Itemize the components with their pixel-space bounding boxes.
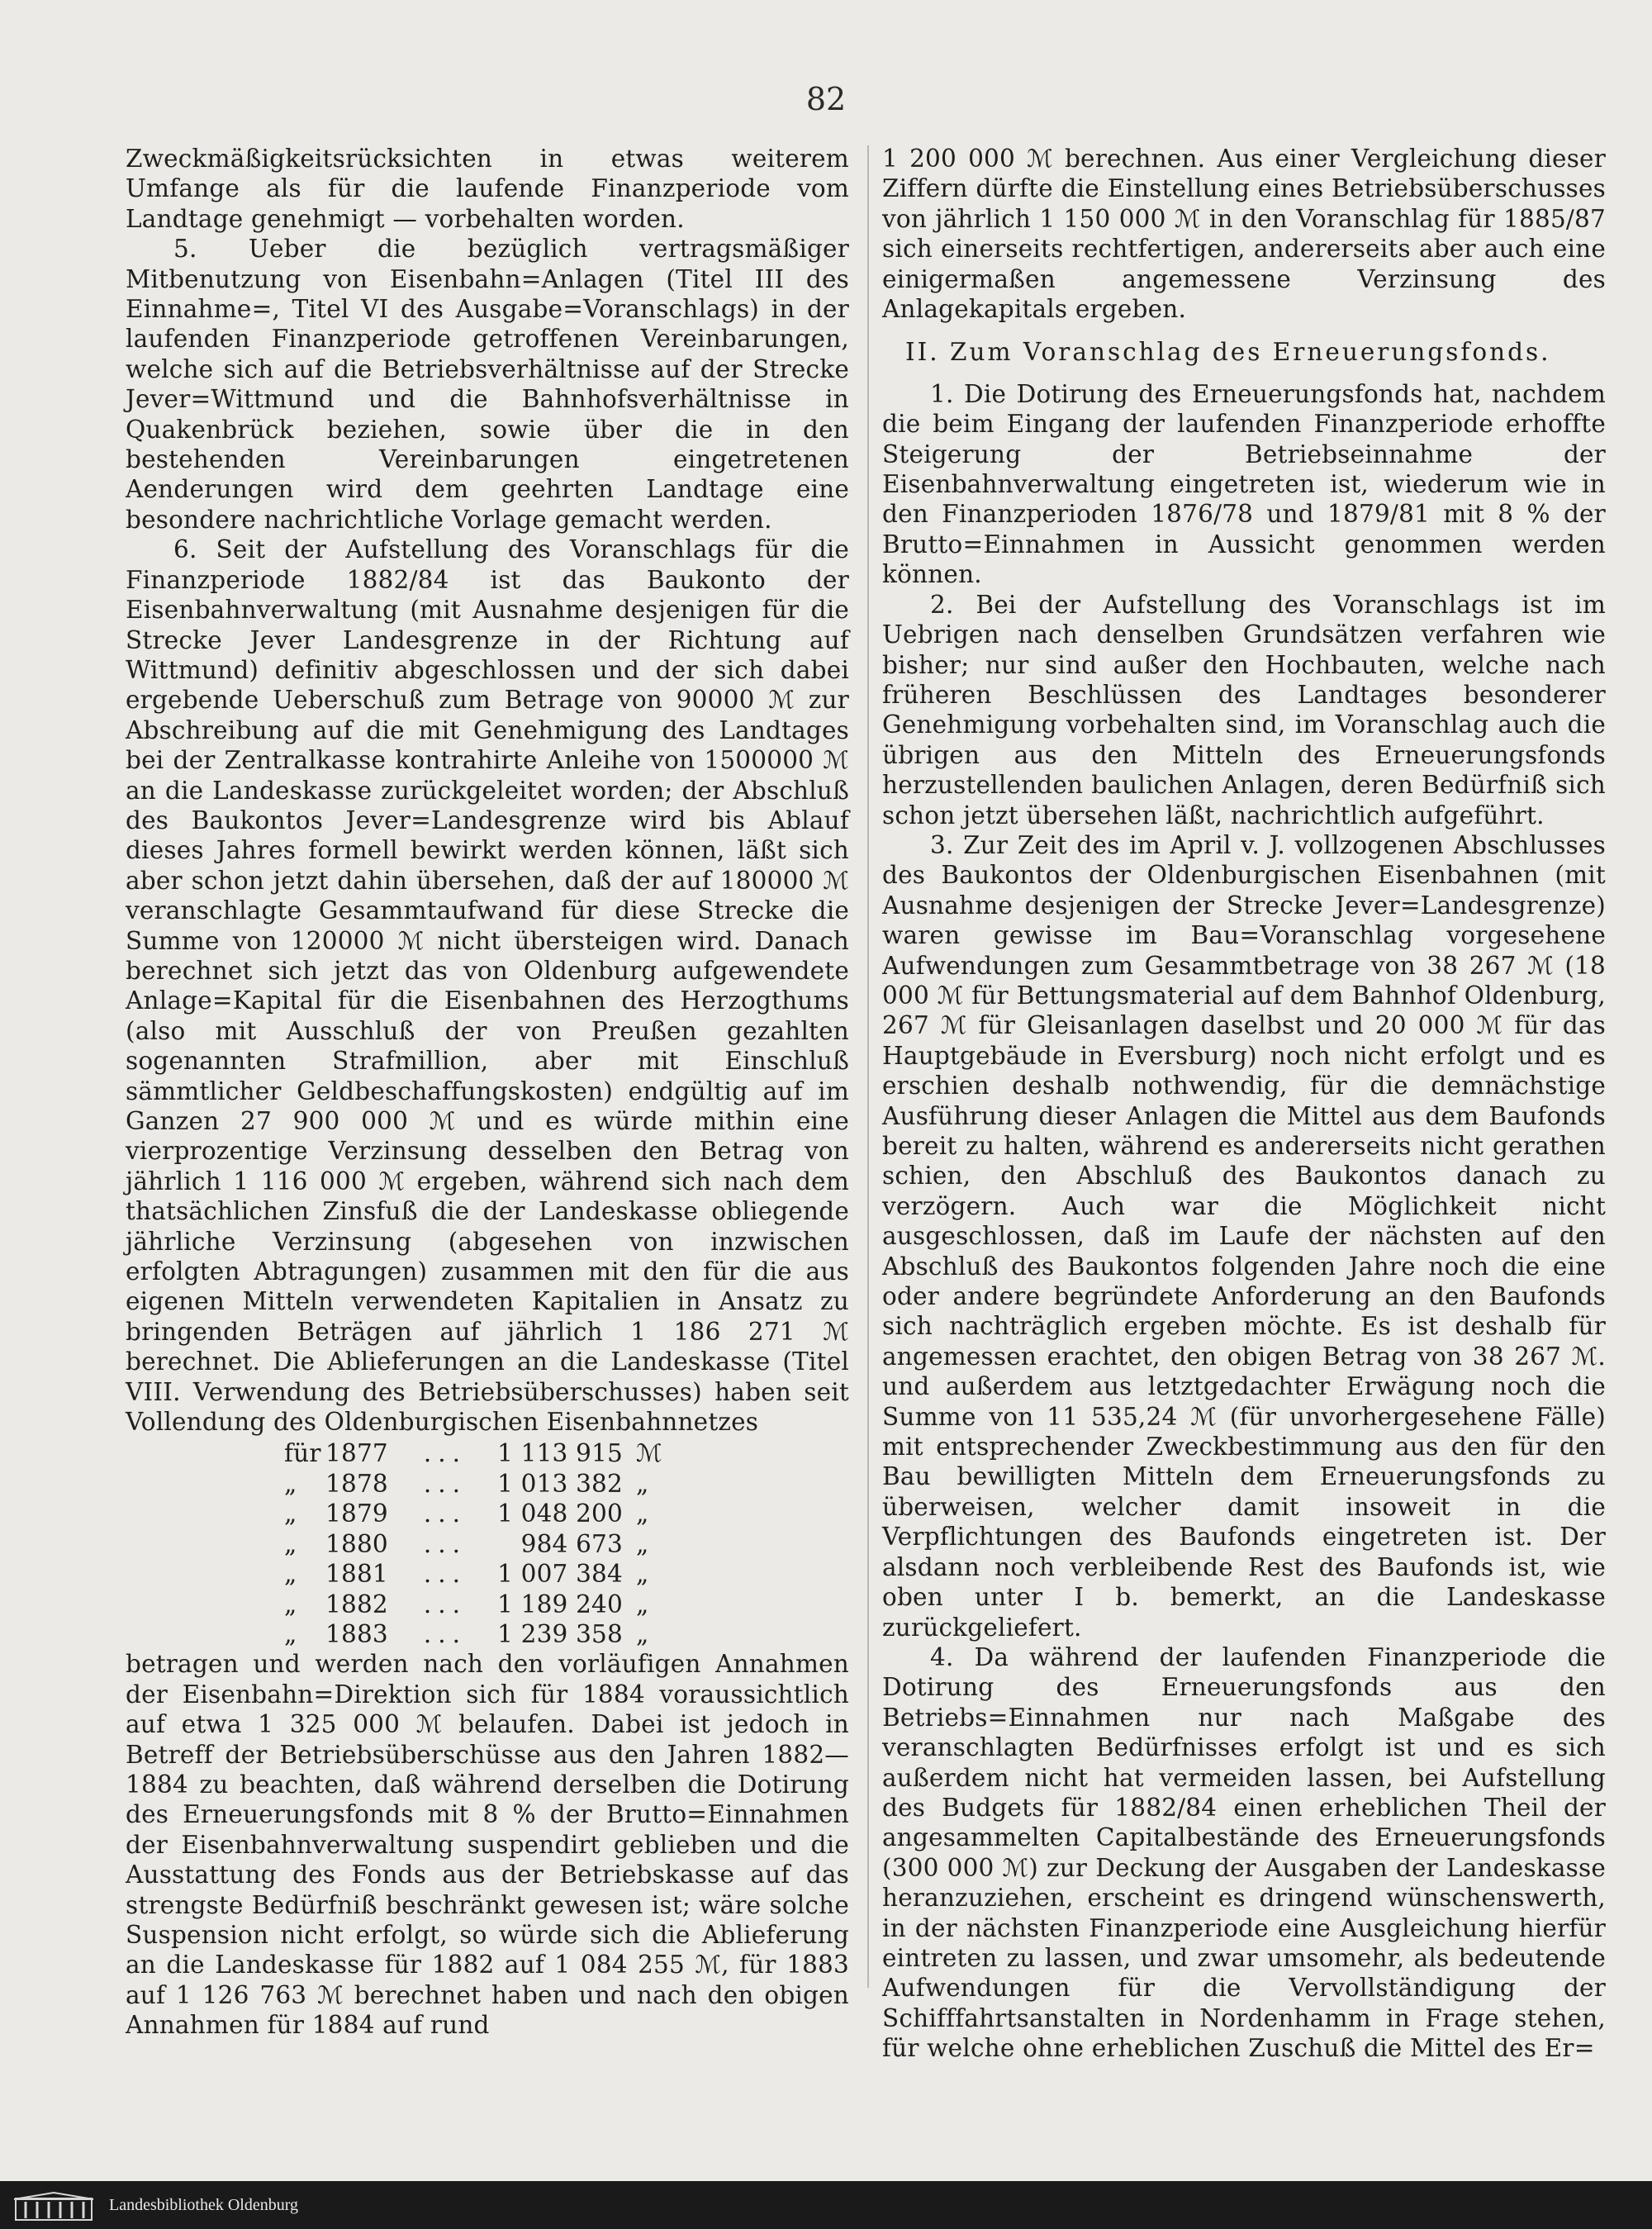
ledger-value: 1 048 200 <box>497 1499 623 1528</box>
ledger-row <box>284 1590 694 1619</box>
paragraph: 5. Ueber die bezüglich vertragsmäßiger Mitbenutzung von Eisenbahn=Anlagen (Titel III des Einnahme=, Titel VI des Ausgabe=Voranschlags) in der laufenden Finanzperiode getroffenen Vereinbarungen, welche sich auf die Betriebsverhältnisse auf der Strecke Jever=Wittmund und die Bahnhofsverhältnisse in Quakenbrück beziehen, sowie über die in den bestehenden Vereinbarungen eingetretenen Aenderungen wird dem geehrten Landtage eine besondere nachrichtliche Vorlage gemacht werden. <box>126 235 849 534</box>
ledger-year: 1882 <box>325 1590 388 1618</box>
ledger-row <box>284 1619 694 1649</box>
ledger-prefix: „ <box>284 1619 297 1648</box>
ledger-dots: ... <box>423 1439 468 1468</box>
library-footer-bar <box>0 2181 1652 2229</box>
library-name: Landesbibliothek Oldenburg <box>109 2195 299 2214</box>
paragraph: 6. Seit der Aufstellung des Voranschlags für die Finanzperiode 1882/84 ist das Baukonto der Eisenbahnverwaltung (mit Ausnahme desjenigen für die Strecke Jever Landesgrenze in der Richtung auf Wittmund) definitiv abgeschlossen und der sich dabei ergebende Ueberschuß zum Betrage von 90000 ℳ zur Abschreibung auf die mit Genehmigung des Landtages bei der Zentralkasse kontrahirte Anleihe von 1500000 ℳ an die Landeskasse zurückgeleitet worden; der Abschluß des Baukontos Jever=Landesgrenze wird bis Ablauf dieses Jahres formell bewirkt werden können, läßt sich aber schon jetzt dahin übersehen, daß der auf 180000 ℳ veranschlagte Gesammtaufwand für diese Strecke die Summe von 120000 ℳ nicht übersteigen wird. Danach berechnet sich jetzt das von Oldenburg aufgewendete Anlage=Kapital für die Eisenbahnen des Herzogthums (also mit Ausschluß der von Preußen gezahlten sogenannten Strafmillion, aber mit Einschluß sämmtlicher Geldbeschaffungskosten) endgültig auf im Ganzen 27 900 000 ℳ und es würde mithin eine vierprozentige Verzinsung desselben den Betrag von jährlich 1 116 000 ℳ ergeben, während sich nach dem thatsächlichen Zinsfuß die der Landeskasse obliegende jährliche Verzinsung (abgesehen von inzwischen erfolgten Abtragungen) zusammen mit den für die aus eigenen Mitteln verwendeten Kapitalien in Ansatz zu bringenden Beträgen auf jährlich 1 186 271 ℳ berechnet. Die Ablieferungen an die Landeskasse (Titel VIII. Verwendung des Betriebsüberschusses) haben seit Vollendung des Oldenburgischen Eisenbahnnetzes <box>126 535 849 1437</box>
ledger-prefix: „ <box>284 1469 297 1498</box>
ledger-year: 1878 <box>325 1469 388 1498</box>
ledger-dots: ... <box>423 1619 468 1648</box>
ledger-dots: ... <box>423 1469 468 1498</box>
ledger-row <box>284 1438 694 1468</box>
ledger-year: 1883 <box>325 1619 388 1648</box>
ledger-unit: „ <box>636 1560 649 1589</box>
ledger-row <box>284 1559 694 1589</box>
ledger-row <box>284 1469 694 1499</box>
column-divider <box>867 145 869 1988</box>
ledger-value: 1 007 384 <box>497 1560 623 1589</box>
ledger-unit: „ <box>636 1499 649 1528</box>
paragraph: 4. Da während der laufenden Finanzperiode die Dotirung des Erneuerungsfonds aus den Betriebs=Einnahmen nur nach Maßgabe des veranschlagten Bedürfnisses erfolgt ist und es sich außerdem nicht hat vermeiden lassen, bei Aufstellung des Budgets für 1882/84 einen erheblichen Theil der angesammelten Capitalbestände des Erneuerungsfonds (300 000 ℳ) zur Deckung der Ausgaben der Landeskasse heranzuziehen, erscheint es dringend wünschenswerth, in der nächsten Finanzperiode eine Ausgleichung hierfür eintreten zu lassen, und zwar umsomehr, als bedeutende Aufwendungen für die Vervollständigung der Schifffahrtsanstalten in Nordenhamm in Frage stehen, für welche ohne erheblichen Zuschuß die Mittel des Er= <box>882 1642 1606 2063</box>
ledger-dots: ... <box>423 1529 468 1558</box>
paragraph: Zweckmäßigkeitsrücksichten in etwas weiterem Umfange als für die laufende Finanzperiode vom Landtage genehmigt — vorbehalten worden. <box>126 145 849 233</box>
ledger-unit: „ <box>636 1619 649 1648</box>
paragraph: 1. Die Dotirung des Erneuerungsfonds hat, nachdem die beim Eingang der laufenden Finanzperiode erhoffte Steigerung der Betriebseinnahme der Eisenbahnverwaltung eingetreten ist, wiederum wie in den Finanzperioden 1876/78 und 1879/81 mit 8 % der Brutto=Einnahmen in Aussicht genommen werden können. <box>882 379 1606 589</box>
ledger-unit: „ <box>636 1529 649 1558</box>
ledger-value: 1 013 382 <box>497 1469 623 1498</box>
ledger-prefix: „ <box>284 1499 297 1528</box>
ledger-year: 1879 <box>325 1499 388 1528</box>
ledger-value: 1 113 915 <box>497 1439 623 1468</box>
paragraph: 2. Bei der Aufstellung des Voranschlags ist im Uebrigen nach denselben Grundsätzen verfahren wie bisher; nur sind außer den Hochbauten, welche nach früheren Beschlüssen des Landtages besonderer Genehmigung vorbehalten sind, im Voranschlag auch die übrigen aus den Mitteln des Erneuerungsfonds herzustellenden baulichen Anlagen, deren Bedürfniß sich schon jetzt übersehen läßt, nachrichtlich aufgeführt. <box>882 590 1606 829</box>
ledger-prefix: für <box>284 1439 321 1468</box>
paragraph: betragen und werden nach den vorläufigen Annahmen der Eisenbahn=Direktion sich für 1884 voraussichtlich auf etwa 1 325 000 ℳ belaufen. Dabei ist jedoch in Betreff der Betriebsüberschüsse aus den Jahren 1882—1884 zu beachten, daß während derselben die Dotirung des Erneuerungsfonds mit 8 % der Brutto=Einnahmen der Eisenbahnverwaltung suspendirt geblieben und die Ausstattung des Fonds aus der Betriebskasse auf das strengste Bedürfniß beschränkt gewesen ist; wäre solche Suspension nicht erfolgt, so würde sich die Ablieferung an die Landeskasse für 1882 auf 1 084 255 ℳ, für 1883 auf 1 126 763 ℳ berechnet haben und nach den obigen Annahmen für 1884 auf rund <box>126 1650 849 2040</box>
ledger-unit: „ <box>636 1469 649 1498</box>
ledger-year: 1880 <box>325 1529 388 1558</box>
ledger-row <box>284 1499 694 1528</box>
ledger-value: 984 673 <box>520 1529 623 1558</box>
library-building-icon <box>8 2189 99 2222</box>
ledger-table <box>284 1438 694 1649</box>
left-column <box>126 144 849 2041</box>
section-heading: II. Zum Voranschlag des Erneuerungsfonds. <box>905 338 1551 367</box>
ledger-prefix: „ <box>284 1560 297 1589</box>
ledger-year: 1877 <box>325 1439 388 1468</box>
ledger-unit: ℳ <box>636 1439 662 1468</box>
ledger-value: 1 239 358 <box>497 1619 623 1648</box>
paragraph: 1 200 000 ℳ berechnen. Aus einer Vergleichung dieser Ziffern dürfte die Einstellung eines Betriebsüberschusses von jährlich 1 150 000 ℳ in den Voranschlag für 1885/87 sich einerseits rechtfertigen, andererseits aber auch eine einigermaßen angemessene Verzinsung des Anlagekapitals ergeben. <box>882 145 1606 324</box>
ledger-year: 1881 <box>325 1560 388 1589</box>
ledger-dots: ... <box>423 1499 468 1528</box>
ledger-prefix: „ <box>284 1590 297 1618</box>
ledger-value: 1 189 240 <box>497 1590 623 1618</box>
ledger-prefix: „ <box>284 1529 297 1558</box>
ledger-dots: ... <box>423 1590 468 1618</box>
paragraph: 3. Zur Zeit des im April v. J. vollzogenen Abschlusses des Baukontos der Oldenburgischen Eisenbahnen (mit Ausnahme desjenigen der Strecke Jever=Landesgrenze) waren gewisse im Bau=Voranschlag vorgesehene Aufwendungen zum Gesammtbetrage von 38 267 ℳ (18 000 ℳ für Bettungsmaterial auf dem Bahnhof Oldenburg, 267 ℳ für Gleisanlagen daselbst und 20 000 ℳ für das Hauptgebäude in Eversburg) noch nicht erfolgt und es erschien deshalb nothwendig, für die demnächstige Ausführung dieser Anlagen die Mittel aus dem Baufonds bereit zu halten, während es andererseits nicht gerathen schien, den Abschluß des Baukontos danach zu verzögern. Auch war die Möglichkeit nicht ausgeschlossen, daß im Laufe der nächsten auf den Abschluß des Baukontos folgenden Jahre noch die eine oder andere begründete Anforderung an den Baufonds sich nachträglich ergeben möchte. Es ist deshalb für angemessen erachtet, den obigen Betrag von 38 267 ℳ. und außerdem aus letztgedachter Erwägung noch die Summe von 11 535,24 ℳ (für unvorhergesehene Fälle) mit entsprechender Zweckbestimmung aus den für den Bau bewilligten Mitteln dem Erneuerungsfonds zu überweisen, welcher damit insoweit in die Verpflichtungen des Baufonds eingetreten ist. Der alsdann noch verbleibende Rest des Baufonds ist, wie oben unter I b. bemerkt, an die Landeskasse zurückgeliefert. <box>882 830 1606 1642</box>
ledger-unit: „ <box>636 1590 649 1618</box>
page-number: 82 <box>805 81 847 117</box>
ledger-dots: ... <box>423 1560 468 1589</box>
ledger-table-wrapper <box>126 1438 849 1649</box>
ledger-row <box>284 1529 694 1559</box>
right-column <box>882 144 1606 2064</box>
